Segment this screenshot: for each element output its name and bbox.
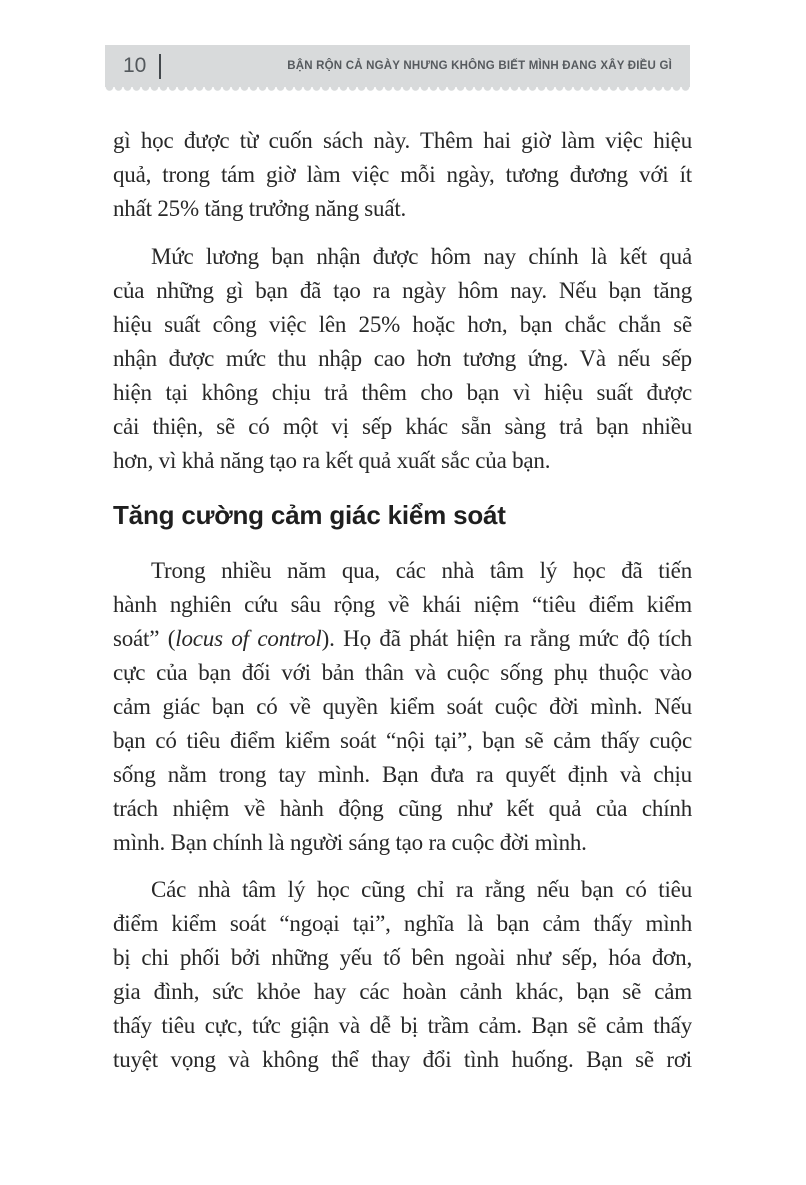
- text-line: cực của bạn đối với bản thân và cuộc sống phụ thuộc vào: [113, 660, 692, 685]
- text-line: Các nhà tâm lý học cũng chỉ ra rằng nếu bạn có tiêu: [151, 877, 692, 902]
- text-line: Mức lương bạn nhận được hôm nay chính là kết quả: [151, 244, 692, 269]
- text-line: hiệu suất công việc lên 25% hoặc hơn, bạn chắc chắn sẽ: [113, 312, 692, 337]
- section-heading: Tăng cường cảm giác kiểm soát: [113, 500, 506, 530]
- text-line: hành nghiên cứu sâu rộng về khái niệm “tiêu điểm kiểm: [113, 592, 692, 617]
- text-line: quả, trong tám giờ làm việc mỗi ngày, tương đương với ít: [113, 162, 692, 187]
- text-line: hơn, vì khả năng tạo ra kết quả xuất sắc của bạn.: [113, 448, 551, 473]
- text-line: hiện tại không chịu trả thêm cho bạn vì hiệu suất được: [113, 380, 692, 405]
- text-line: [113, 622, 692, 656]
- text-line: nhất 25% tăng trưởng năng suất.: [113, 196, 407, 221]
- page-body: [113, 124, 692, 1077]
- page-header: [105, 45, 690, 87]
- text-line: thấy tiêu cực, tức giận và dễ bị trầm cảm. Bạn sẽ cảm thấy: [113, 1013, 692, 1038]
- header-separator: [159, 54, 161, 79]
- italic-phrase: locus of control: [175, 626, 322, 651]
- text-line: cải thiện, sẽ có một vị sếp khác sẵn sàng trả bạn nhiều: [113, 414, 692, 439]
- text-segment: ). Họ đã phát hiện ra rằng mức độ tích: [321, 626, 692, 651]
- text-line: tuyệt vọng và không thể thay đổi tình huống. Bạn sẽ rơi: [113, 1047, 692, 1072]
- text-segment: soát” (: [113, 626, 176, 651]
- text-line: của những gì bạn đã tạo ra ngày hôm nay. Nếu bạn tăng: [113, 278, 692, 303]
- text-line: điểm kiểm soát “ngoại tại”, nghĩa là bạn cảm thấy mình: [113, 911, 692, 936]
- paragraph-2: [113, 240, 692, 478]
- text-line: Trong nhiều năm qua, các nhà tâm lý học đã tiến: [151, 558, 692, 583]
- page-number: 10: [123, 54, 147, 77]
- paragraph-3: [113, 554, 692, 860]
- text-line: mình. Bạn chính là người sáng tạo ra cuộc đời mình.: [113, 830, 587, 855]
- text-line: nhận được mức thu nhập cao hơn tương ứng. Và nếu sếp: [113, 346, 692, 371]
- text-line: gia đình, sức khỏe hay các hoàn cảnh khác, bạn sẽ cảm: [113, 979, 692, 1004]
- text-line: trách nhiệm về hành động cũng như kết quả của chính: [113, 796, 692, 821]
- text-line: cảm giác bạn có về quyền kiểm soát cuộc đời mình. Nếu: [113, 694, 692, 719]
- text-line: gì học được từ cuốn sách này. Thêm hai giờ làm việc hiệu: [113, 128, 692, 153]
- text-line: sống nằm trong tay mình. Bạn đưa ra quyết định và chịu: [113, 762, 692, 787]
- running-title: BẬN RỘN CẢ NGÀY NHƯNG KHÔNG BIẾT MÌNH ĐANG XÂY ĐIỀU GÌ: [287, 60, 672, 72]
- text-line: bạn có tiêu điểm kiểm soát “nội tại”, bạn sẽ cảm thấy cuộc: [113, 728, 692, 753]
- text-line: bị chi phối bởi những yếu tố bên ngoài như sếp, hóa đơn,: [113, 945, 692, 970]
- paragraph-1: [113, 124, 692, 226]
- paragraph-4: [113, 873, 692, 1077]
